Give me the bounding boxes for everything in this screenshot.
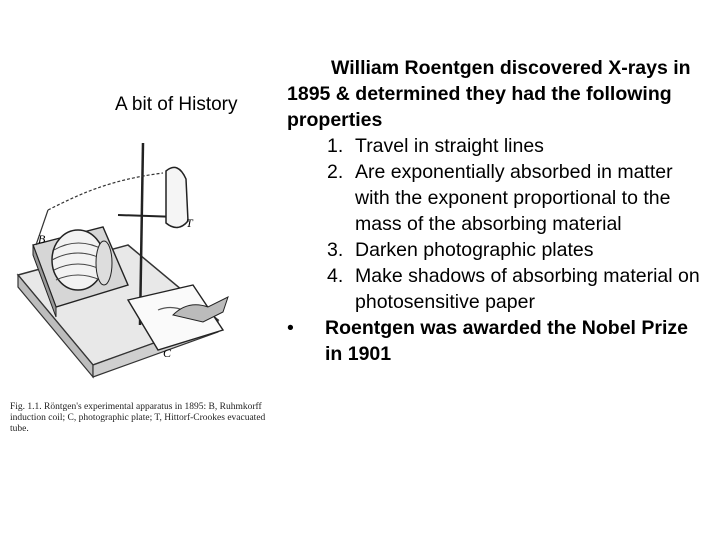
- properties-list: [287, 133, 707, 315]
- list-item: 3. Darken photographic plates: [327, 239, 594, 261]
- bullet-icon: •: [287, 317, 294, 339]
- apparatus-illustration: [8, 135, 270, 400]
- intro-paragraph: [287, 55, 707, 133]
- figure-caption: Fig. 1.1. Röntgen's experimental apparatus in 1895: B, Ruhmkorff induction coil; C, photographic plate; T, Hittorf-Crookes evacuated tube.: [10, 402, 266, 434]
- list-item: 1. Travel in straight lines: [327, 135, 544, 157]
- list-item: 2. Are exponentially absorbed in matter with the exponent proportional to the mass of the absorbing material: [327, 161, 673, 235]
- slide-title: A bit of History: [115, 94, 238, 115]
- intro-text: William Roentgen discovered X-rays in 1895 & determined they had the following properties: [287, 57, 691, 131]
- slide-body: [287, 55, 707, 367]
- label-b: B: [38, 232, 46, 246]
- label-c: C: [163, 346, 172, 360]
- label-t: T: [186, 216, 193, 230]
- nobel-bullet: • Roentgen was awarded the Nobel Prize in 1901: [287, 317, 688, 365]
- list-item: 4. Make shadows of absorbing material on photosensitive paper: [327, 265, 700, 313]
